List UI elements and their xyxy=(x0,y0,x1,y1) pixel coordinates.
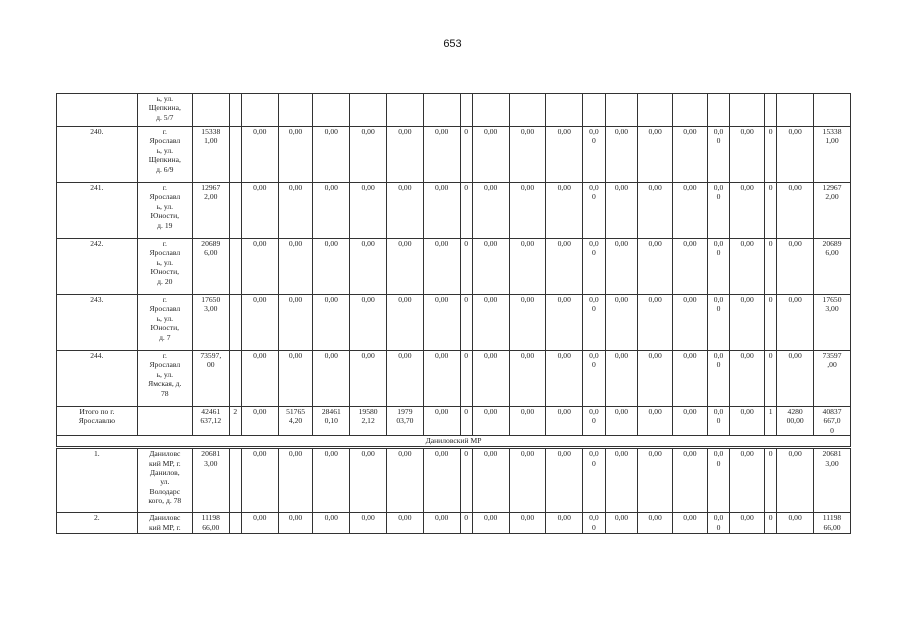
table-cell: 0,00 xyxy=(423,351,460,407)
table-cell: 0,00 xyxy=(638,295,673,351)
table-cell xyxy=(57,94,138,127)
row-number-cell: 2. xyxy=(57,513,138,534)
table-cell: 0 xyxy=(764,183,776,239)
table-cell: 0,00 xyxy=(638,239,673,295)
table-cell: 17650 3,00 xyxy=(814,295,851,351)
table-cell: 0,00 xyxy=(241,407,278,436)
table-cell: 0,00 xyxy=(350,183,387,239)
table-cell: 0,00 xyxy=(509,295,546,351)
table-cell xyxy=(229,295,241,351)
table-cell: 0,0 0 xyxy=(583,513,605,534)
address-cell: г. Ярославл ь, ул. Ямская, д. 78 xyxy=(137,351,192,407)
table-cell: 42461 637,12 xyxy=(192,407,229,436)
table-cell: 0,00 xyxy=(546,127,583,183)
row-number-cell: 240. xyxy=(57,127,138,183)
table-cell: 0,00 xyxy=(730,183,765,239)
table-cell xyxy=(229,351,241,407)
total-row xyxy=(57,407,851,436)
table-cell: 0,00 xyxy=(777,127,814,183)
table-cell: 0,00 xyxy=(638,407,673,436)
table-cell: 17650 3,00 xyxy=(192,295,229,351)
table-cell xyxy=(730,94,765,127)
table-cell: 0 xyxy=(460,407,472,436)
table-cell: 0,00 xyxy=(387,448,424,513)
table-cell: 0,00 xyxy=(673,295,708,351)
table-cell: 0,00 xyxy=(605,407,638,436)
table-cell: 11198 66,00 xyxy=(192,513,229,534)
table-cell: 0,00 xyxy=(509,407,546,436)
table-cell: 0,00 xyxy=(638,127,673,183)
table-cell: 0,00 xyxy=(638,183,673,239)
table-cell: 0,00 xyxy=(546,239,583,295)
row-number-cell: 242. xyxy=(57,239,138,295)
table-cell: 0 xyxy=(764,127,776,183)
table-cell: 0,00 xyxy=(278,351,313,407)
table-cell: 0,00 xyxy=(546,407,583,436)
table-cell xyxy=(229,94,241,127)
table-cell: 0,00 xyxy=(605,351,638,407)
table-cell: 0,00 xyxy=(472,407,509,436)
table-cell: 0,00 xyxy=(730,239,765,295)
address-cell: ь, ул. Щепкина, д. 5/7 xyxy=(137,94,192,127)
table-cell: 0,00 xyxy=(730,127,765,183)
table-cell: 0,00 xyxy=(638,351,673,407)
table-row xyxy=(57,351,851,407)
table-cell: 0,0 0 xyxy=(583,448,605,513)
table-cell: 0,00 xyxy=(278,183,313,239)
table-cell: 0,00 xyxy=(472,513,509,534)
table-cell: 0,0 0 xyxy=(583,351,605,407)
table-cell: 0,0 0 xyxy=(707,127,729,183)
table-cell: 0,00 xyxy=(546,513,583,534)
table-cell: 0 xyxy=(460,513,472,534)
table-cell: 0,00 xyxy=(241,183,278,239)
table-cell: 40837 667,0 0 xyxy=(814,407,851,436)
table-cell: 0,00 xyxy=(546,351,583,407)
table-cell xyxy=(583,94,605,127)
table-row xyxy=(57,94,851,127)
table-row xyxy=(57,448,851,513)
row-number-cell: 1. xyxy=(57,448,138,513)
table-cell: 0,00 xyxy=(350,239,387,295)
table-cell xyxy=(229,239,241,295)
table-cell: 0,0 0 xyxy=(583,127,605,183)
table-cell: 0,00 xyxy=(546,183,583,239)
table-cell: 51765 4,20 xyxy=(278,407,313,436)
table-cell: 0,00 xyxy=(423,183,460,239)
table-cell: 0,00 xyxy=(313,295,350,351)
table-cell: 0,00 xyxy=(423,448,460,513)
table-cell: 0,00 xyxy=(509,183,546,239)
table-cell: 0,00 xyxy=(509,448,546,513)
table-cell: 73597, 00 xyxy=(192,351,229,407)
table-cell: 0,00 xyxy=(673,407,708,436)
address-cell: г. Ярославл ь, ул. Юности, д. 20 xyxy=(137,239,192,295)
table-cell xyxy=(192,94,229,127)
table-cell xyxy=(313,94,350,127)
table-cell: 0 xyxy=(460,351,472,407)
table-cell: 20689 6,00 xyxy=(814,239,851,295)
table-cell: 0,00 xyxy=(777,351,814,407)
table-cell: 0 xyxy=(460,239,472,295)
table-cell: 0,00 xyxy=(387,127,424,183)
row-number-cell: 243. xyxy=(57,295,138,351)
table-cell: 0,00 xyxy=(278,448,313,513)
table-cell: 0,00 xyxy=(350,448,387,513)
table-cell: 73597 ,00 xyxy=(814,351,851,407)
table-cell: 0,0 0 xyxy=(707,239,729,295)
table-cell: 0,00 xyxy=(387,295,424,351)
table-cell xyxy=(278,94,313,127)
table-cell: 0,0 0 xyxy=(583,183,605,239)
table-cell: 0,00 xyxy=(387,513,424,534)
table-cell xyxy=(387,94,424,127)
table-cell: 0,0 0 xyxy=(707,183,729,239)
table-cell: 0,00 xyxy=(241,351,278,407)
table-cell: 15338 1,00 xyxy=(192,127,229,183)
table-cell: 0,00 xyxy=(313,351,350,407)
table-row xyxy=(57,239,851,295)
table-cell: 15338 1,00 xyxy=(814,127,851,183)
table-cell xyxy=(509,94,546,127)
table-cell: 0,0 0 xyxy=(707,295,729,351)
table-cell: 0,00 xyxy=(241,239,278,295)
table-cell xyxy=(137,407,192,436)
table-cell: 0,00 xyxy=(423,127,460,183)
table-cell: 0,00 xyxy=(509,239,546,295)
table-cell: 0,0 0 xyxy=(707,351,729,407)
table-cell: 0,00 xyxy=(638,448,673,513)
table-cell: 0,00 xyxy=(350,295,387,351)
address-cell: Даниловс кий МР, г. xyxy=(137,513,192,534)
page-number: 653 xyxy=(443,38,462,50)
table-cell: 0,00 xyxy=(423,295,460,351)
table-cell xyxy=(638,94,673,127)
table-cell: 0,00 xyxy=(638,513,673,534)
table-cell: 0 xyxy=(460,183,472,239)
table-cell: 20681 3,00 xyxy=(192,448,229,513)
table-cell: 0,00 xyxy=(673,448,708,513)
table-cell xyxy=(472,94,509,127)
table-cell: 0,00 xyxy=(241,127,278,183)
table-cell: 0,00 xyxy=(313,127,350,183)
table-cell: 0,00 xyxy=(546,448,583,513)
table-cell: 0,0 0 xyxy=(707,407,729,436)
table-cell: 0,00 xyxy=(387,183,424,239)
table-cell xyxy=(814,94,851,127)
table-cell: 20681 3,00 xyxy=(814,448,851,513)
table-cell: 1979 03,70 xyxy=(387,407,424,436)
table-cell: 0,00 xyxy=(472,127,509,183)
table-cell: 0,00 xyxy=(472,295,509,351)
table-cell: 0,0 0 xyxy=(707,513,729,534)
table-cell: 0,00 xyxy=(777,448,814,513)
table-cell: 0,00 xyxy=(777,239,814,295)
table-cell: 0,00 xyxy=(673,239,708,295)
table-cell: 0,00 xyxy=(313,448,350,513)
table-cell: 0,00 xyxy=(472,448,509,513)
table-cell: 0 xyxy=(460,295,472,351)
table-cell: 0,00 xyxy=(423,513,460,534)
table-row xyxy=(57,513,851,534)
address-cell: г. Ярославл ь, ул. Юности, д. 19 xyxy=(137,183,192,239)
table-cell: 0,00 xyxy=(605,295,638,351)
table-cell: 0,0 0 xyxy=(583,295,605,351)
table-cell xyxy=(229,183,241,239)
table-cell xyxy=(229,127,241,183)
table-cell: 12967 2,00 xyxy=(192,183,229,239)
table-cell: 11198 66,00 xyxy=(814,513,851,534)
table-cell: 0,00 xyxy=(605,513,638,534)
table-cell xyxy=(241,94,278,127)
table-row xyxy=(57,183,851,239)
table-cell: 12967 2,00 xyxy=(814,183,851,239)
table-cell xyxy=(673,94,708,127)
section-header-row xyxy=(57,436,851,448)
table-cell: 0,00 xyxy=(387,351,424,407)
table-cell xyxy=(777,94,814,127)
table-cell: 0,0 0 xyxy=(583,239,605,295)
table-cell: 0,00 xyxy=(278,127,313,183)
table-cell: 28461 0,10 xyxy=(313,407,350,436)
table-cell: 20689 6,00 xyxy=(192,239,229,295)
table-cell: 0,00 xyxy=(313,239,350,295)
table-cell: 0,00 xyxy=(777,183,814,239)
table-cell: 0,00 xyxy=(730,407,765,436)
table-cell: 0,00 xyxy=(423,407,460,436)
table-cell xyxy=(229,513,241,534)
table-cell: 0 xyxy=(764,351,776,407)
table-cell: 0,00 xyxy=(278,295,313,351)
table-cell xyxy=(423,94,460,127)
table-cell xyxy=(764,94,776,127)
address-cell: Даниловс кий МР, г. Данилов, ул. Володарс кого, д. 78 xyxy=(137,448,192,513)
table-cell xyxy=(229,448,241,513)
table-cell xyxy=(546,94,583,127)
table-cell: 0,00 xyxy=(423,239,460,295)
table-cell: 0,00 xyxy=(241,295,278,351)
table-cell: 0 xyxy=(460,448,472,513)
table-cell: 0,00 xyxy=(313,183,350,239)
table-cell: 0,00 xyxy=(509,127,546,183)
table-cell: 0,00 xyxy=(546,295,583,351)
table-cell: 0,00 xyxy=(241,448,278,513)
table-cell: 0,0 0 xyxy=(583,407,605,436)
table-cell: 4280 00,00 xyxy=(777,407,814,436)
table-cell: 0,00 xyxy=(673,351,708,407)
table-cell: 0,00 xyxy=(509,351,546,407)
table-cell: 2 xyxy=(229,407,241,436)
table-cell xyxy=(460,94,472,127)
table-cell: 0,00 xyxy=(278,239,313,295)
table-cell: 0,00 xyxy=(472,239,509,295)
table-cell: 0,00 xyxy=(605,448,638,513)
table-cell: 0,00 xyxy=(241,513,278,534)
table-cell: 0,00 xyxy=(350,513,387,534)
row-number-cell: 241. xyxy=(57,183,138,239)
table-cell: 0,00 xyxy=(673,183,708,239)
table-cell: 0,00 xyxy=(387,239,424,295)
table-cell: 0,00 xyxy=(777,295,814,351)
table-cell: 0,00 xyxy=(509,513,546,534)
table-cell: 0,00 xyxy=(730,351,765,407)
table-cell: 0 xyxy=(764,513,776,534)
table-cell xyxy=(350,94,387,127)
table-row xyxy=(57,127,851,183)
table-cell: 0,00 xyxy=(730,295,765,351)
address-cell: г. Ярославл ь, ул. Юности, д. 7 xyxy=(137,295,192,351)
table-cell: 0,00 xyxy=(605,127,638,183)
table-cell: 1 xyxy=(764,407,776,436)
table-cell: 0 xyxy=(764,295,776,351)
row-number-cell: 244. xyxy=(57,351,138,407)
table-cell: 0,00 xyxy=(605,183,638,239)
table-cell: 0,00 xyxy=(472,183,509,239)
section-title: Даниловский МР xyxy=(57,436,851,448)
table-cell xyxy=(707,94,729,127)
table-cell: 0,00 xyxy=(730,448,765,513)
table-cell: 19580 2,12 xyxy=(350,407,387,436)
table-row xyxy=(57,295,851,351)
table-cell: 0 xyxy=(460,127,472,183)
budget-table xyxy=(56,93,851,534)
table-cell: 0,00 xyxy=(278,513,313,534)
table-cell: 0,00 xyxy=(673,127,708,183)
table-cell xyxy=(605,94,638,127)
address-cell: г. Ярославл ь, ул. Щепкина, д. 6/9 xyxy=(137,127,192,183)
table-cell: 0 xyxy=(764,448,776,513)
table-cell: 0,00 xyxy=(605,239,638,295)
table-cell: 0,00 xyxy=(673,513,708,534)
table-cell: 0,00 xyxy=(472,351,509,407)
table-cell: 0,00 xyxy=(350,351,387,407)
table-cell: 0,0 0 xyxy=(707,448,729,513)
table-cell: 0,00 xyxy=(313,513,350,534)
table-cell: 0 xyxy=(764,239,776,295)
table-cell: 0,00 xyxy=(730,513,765,534)
table-cell: 0,00 xyxy=(777,513,814,534)
total-label-cell: Итого по г. Ярославлю xyxy=(57,407,138,436)
table-cell: 0,00 xyxy=(350,127,387,183)
